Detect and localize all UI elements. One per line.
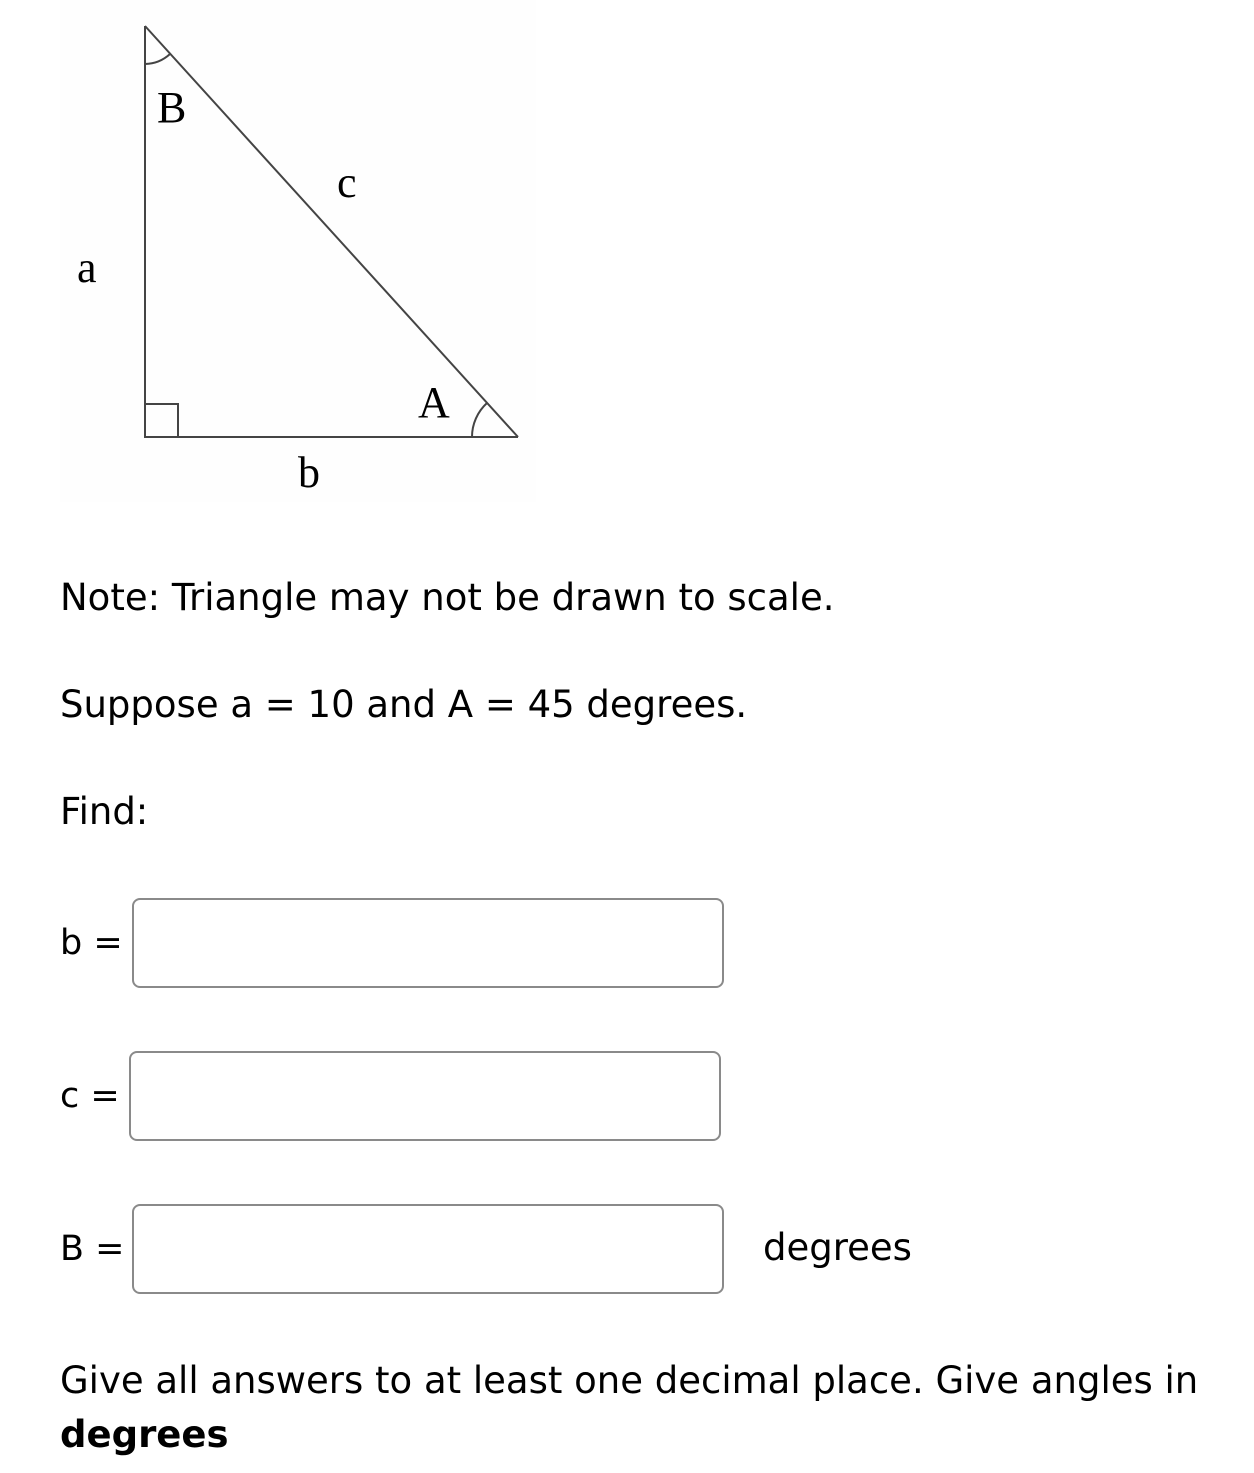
- answer-angle-b-label: B =: [60, 1229, 125, 1269]
- instructions-emphasis: degrees: [60, 1413, 229, 1456]
- scale-note: Note: Triangle may not be drawn to scale.: [60, 576, 835, 619]
- degrees-unit-label: degrees: [763, 1226, 912, 1269]
- answer-c-label: c =: [60, 1076, 120, 1116]
- angle-a-arc: [472, 403, 487, 437]
- side-c-line: [145, 26, 518, 437]
- angle-b-arc: [145, 54, 170, 64]
- answer-b-label: b =: [60, 923, 123, 963]
- side-c-label: c: [337, 158, 357, 207]
- triangle-figure: [60, 0, 536, 502]
- side-b-label: b: [298, 448, 320, 497]
- side-a-label: a: [77, 243, 97, 292]
- answer-b-input[interactable]: [132, 898, 724, 988]
- answer-instructions: [60, 1354, 1250, 1462]
- instructions-text: Give all answers to at least one decimal place. Give angles in: [60, 1359, 1199, 1402]
- angle-a-label: A: [418, 378, 450, 427]
- given-values: Suppose a = 10 and A = 45 degrees.: [60, 683, 748, 726]
- right-angle-marker: [145, 404, 178, 437]
- triangle-diagram: [60, 0, 536, 502]
- angle-b-label: B: [157, 83, 187, 132]
- find-label: Find:: [60, 790, 149, 833]
- answer-angle-b-input[interactable]: [132, 1204, 724, 1294]
- answer-c-input[interactable]: [129, 1051, 721, 1141]
